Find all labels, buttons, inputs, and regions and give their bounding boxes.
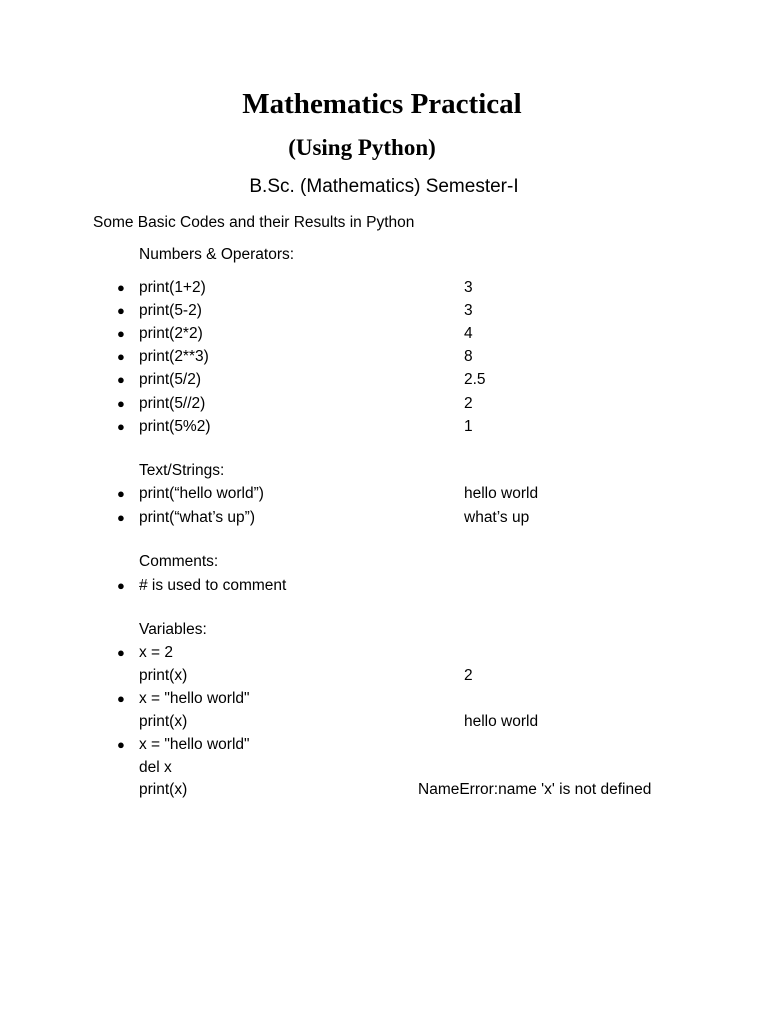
list-item [117,506,530,529]
list-item [117,574,287,597]
bullet-icon: ● [117,372,125,387]
code-text: print(x) [139,667,188,684]
code-text: print(5/2) [139,371,202,388]
code-text: print(2**3) [139,348,209,365]
code-text: print(“what’s up”) [139,509,256,526]
bullet-icon: ● [117,326,125,341]
list-item [117,345,473,368]
bullet-icon: ● [117,737,125,752]
bullet-icon: ● [117,510,125,525]
list-item [117,392,473,415]
code-text: print(“hello world”) [139,485,264,502]
list-item [117,482,539,505]
intro-text: Some Basic Codes and their Results in Python [93,214,415,231]
section-heading-variables: Variables: [139,621,207,638]
code-line [139,710,539,733]
bullet-icon: ● [117,349,125,364]
code-line [139,756,172,779]
bullet-icon: ● [117,419,125,434]
result-text: 8 [464,348,473,365]
error-result-text: NameError:name 'x' is not defined [418,781,652,798]
code-line [139,778,652,801]
code-text: print(2*2) [139,325,203,342]
list-item [117,733,250,756]
code-text: print(5%2) [139,418,211,435]
code-text: print(x) [139,713,188,730]
code-text: print(5//2) [139,395,206,412]
result-text: 3 [464,279,473,296]
section-heading-comments: Comments: [139,553,219,570]
bullet-icon: ● [117,691,125,706]
document-subtitle: (Using Python) [288,135,436,160]
section-heading-numbers: Numbers & Operators: [139,246,295,263]
code-text: x = 2 [139,644,174,661]
code-text: x = "hello world" [139,690,250,707]
bullet-icon: ● [117,578,125,593]
list-item [117,276,473,299]
list-item [117,368,486,391]
result-text: what’s up [464,509,530,526]
bullet-icon: ● [117,396,125,411]
result-text: 1 [464,418,473,435]
bullet-icon: ● [117,280,125,295]
list-item [117,299,473,322]
list-item [117,641,174,664]
list-item [117,322,473,345]
result-text: 3 [464,302,473,319]
bullet-icon: ● [117,486,125,501]
bullet-icon: ● [117,645,125,660]
result-text: 2.5 [464,371,486,388]
list-item [117,415,473,438]
result-text: 2 [464,667,473,684]
list-item [117,687,250,710]
code-text: print(5-2) [139,302,202,319]
code-text: print(x) [139,781,188,798]
code-text: x = "hello world" [139,736,250,753]
code-text: del x [139,759,172,776]
code-line [139,664,473,687]
code-text: # is used to comment [139,577,287,594]
course-heading: B.Sc. (Mathematics) Semester-I [249,176,519,197]
bullet-icon: ● [117,303,125,318]
code-text: print(1+2) [139,279,206,296]
document-title: Mathematics Practical [242,88,522,120]
result-text: 4 [464,325,473,342]
result-text: 2 [464,395,473,412]
result-text: hello world [464,485,539,502]
result-text: hello world [464,713,539,730]
section-heading-strings: Text/Strings: [139,462,225,479]
